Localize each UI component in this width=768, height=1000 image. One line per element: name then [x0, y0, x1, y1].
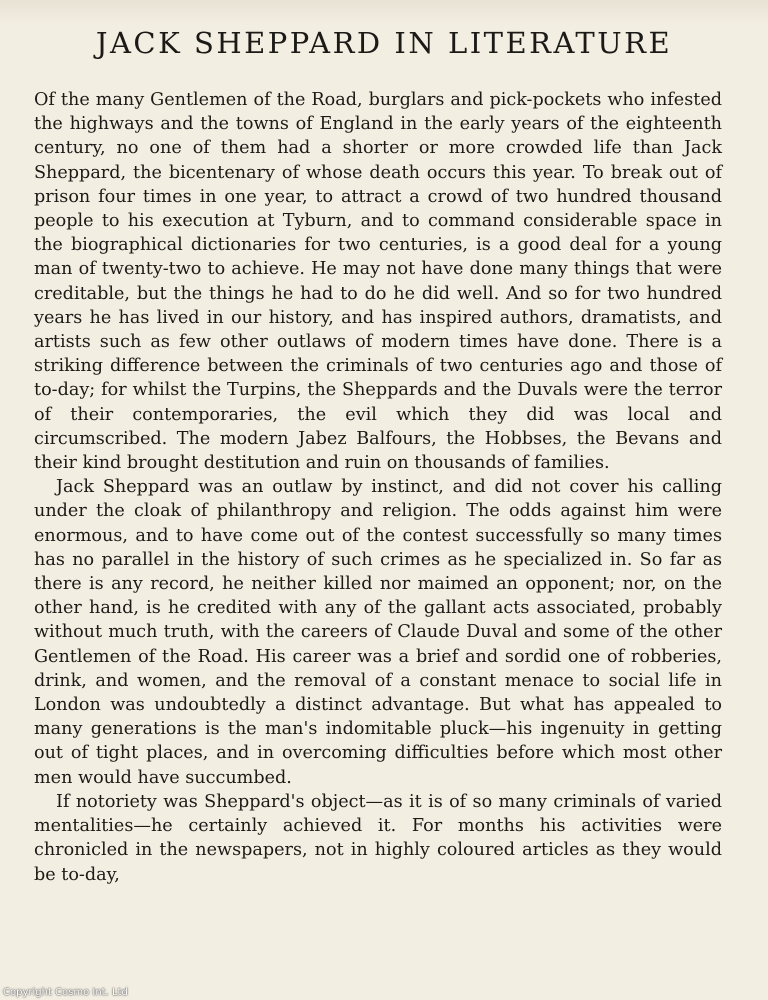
- paragraph-2: Jack Sheppard was an outlaw by instinct, and did not cover his calling under the cloak of philanthropy and religion. The odds against him were enormous, and to have come out of the contest successfully so many times has no parallel in the history of such crimes as he specialized in. So far as there is any record, he neither killed nor maimed an opponent; nor, on the other hand, is he credited with any of the gallant acts associated, probably without much truth, with the careers of Claude Duval and some of the other Gentlemen of the Road. His career was a brief and sordid one of robberies, drink, and women, and the removal of a constant menace to social life in London was undoubtedly a distinct advantage. But what has appealed to many generations is the man's indomitable pluck—his ingenuity in getting out of tight places, and in overcoming difficulties before which most other men would have succumbed.: [34, 477, 722, 788]
- article-title: JACK SHEPPARD IN LITERATURE: [95, 26, 673, 60]
- article-body: [34, 88, 722, 887]
- paragraph-1: Of the many Gentlemen of the Road, burglars and pick-pockets who infested the highways and the towns of England in the early years of the eighteenth century, no one of them had a shorter or more crowded life than Jack Sheppard, the bicentenary of whose death occurs this year. To break out of prison four times in one year, to attract a crowd of two hundred thousand people to his execution at Tyburn, and to command considerable space in the biographical dictionaries for two centuries, is a good deal for a young man of twenty-two to achieve. He may not have done many things that were creditable, but the things he had to do he did well. And so for two hundred years he has lived in our history, and has inspired authors, dramatists, and artists such as few other outlaws of modern times have done. There is a striking difference between the criminals of two centuries ago and those of to-day; for whilst the Turpins, the Sheppards and the Duvals were the terror of their contemporaries, the evil which they did was local and circumscribed. The modern Jabez Balfours, the Hobbses, the Bevans and their kind brought destitution and ruin on thousands of families.: [34, 90, 722, 474]
- paragraph-3: If notoriety was Sheppard's object—as it is of so many criminals of varied mentalities—he certainly achieved it. For months his activities were chronicled in the newspapers, not in highly coloured articles as they would be to-day,: [34, 791, 722, 885]
- page-top-edge: [0, 0, 768, 26]
- copyright-watermark: Copyright Cosmo Int. Ltd: [3, 987, 128, 998]
